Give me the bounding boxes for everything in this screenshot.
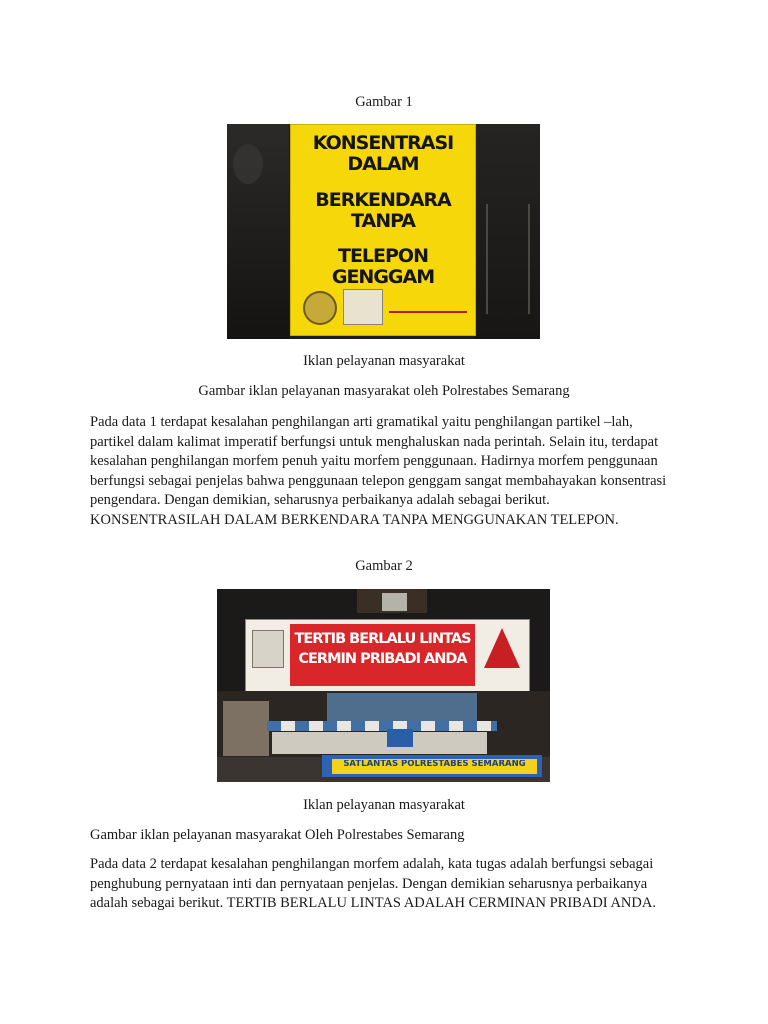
sign-line: BERKENDARA TANPA (315, 188, 451, 232)
police-logo (252, 630, 284, 668)
figure-2-paragraph: Pada data 2 terdapat kesalahan penghilangan morfem adalah, kata tugas adalah berfungsi sebagai penghubung pernyataan inti dan pernyataan penjelas. Dengan demikian seharusnya perbaikanya adalah sebagai berikut. TERTIB BERLALU LINTAS ADALAH CERMINAN PRIBADI ANDA. (90, 856, 656, 912)
figure-2-photo (217, 589, 550, 782)
police-logo (303, 291, 337, 325)
figure-2-subcaption: Gambar iklan pelayanan masyarakat Oleh Polrestabes Semarang (90, 827, 465, 843)
figure-2-caption: Iklan pelayanan masyarakat (303, 797, 465, 813)
traffic-sign-yellow (290, 124, 476, 336)
figure-1-heading: Gambar 1 (355, 94, 413, 110)
banner-line: TERTIB BERLALU LINTAS (294, 631, 471, 647)
banner (245, 619, 530, 693)
red-triangle-logo (484, 628, 520, 668)
emblem-logo (343, 289, 383, 325)
lower-banner (322, 755, 542, 777)
sponsor-logo (389, 297, 467, 313)
banner-red-panel (290, 624, 475, 686)
banner-line: CERMIN PRIBADI ANDA (298, 651, 467, 668)
sign-line: KONSENTRASI DALAM (312, 132, 454, 176)
figure-2-heading: Gambar 2 (355, 558, 413, 574)
figure-1-caption: Iklan pelayanan masyarakat (303, 353, 465, 369)
sign-line: TELEPON GENGGAM (331, 245, 435, 289)
figure-1-subcaption: Gambar iklan pelayanan masyarakat oleh Polrestabes Semarang (198, 383, 570, 399)
lower-banner-text: SATLANTAS POLRESTABES SEMARANG (343, 760, 526, 769)
figure-1-photo (227, 124, 540, 339)
figure-1-paragraph: Pada data 1 terdapat kesalahan penghilangan arti gramatikal yaitu penghilangan partikel –lah, partikel dalam kalimat imperatif berfungsi untuk menghaluskan nada perintah. Selain itu, terdapat kesalahan penghilangan morfem penuh yaitu morfem penggunaan. Hadirnya morfem penggunaan berfungsi sebagai penjelas bahwa penggunaan telepon genggam sangat membahayakan konsentrasi pengendara. Dengan demikian, seharusnya perbaikanya adalah sebagai berikut. KONSENTRASILAH DALAM BERKENDARA TANPA MENGGUNAKAN TELEPON. (90, 414, 667, 528)
